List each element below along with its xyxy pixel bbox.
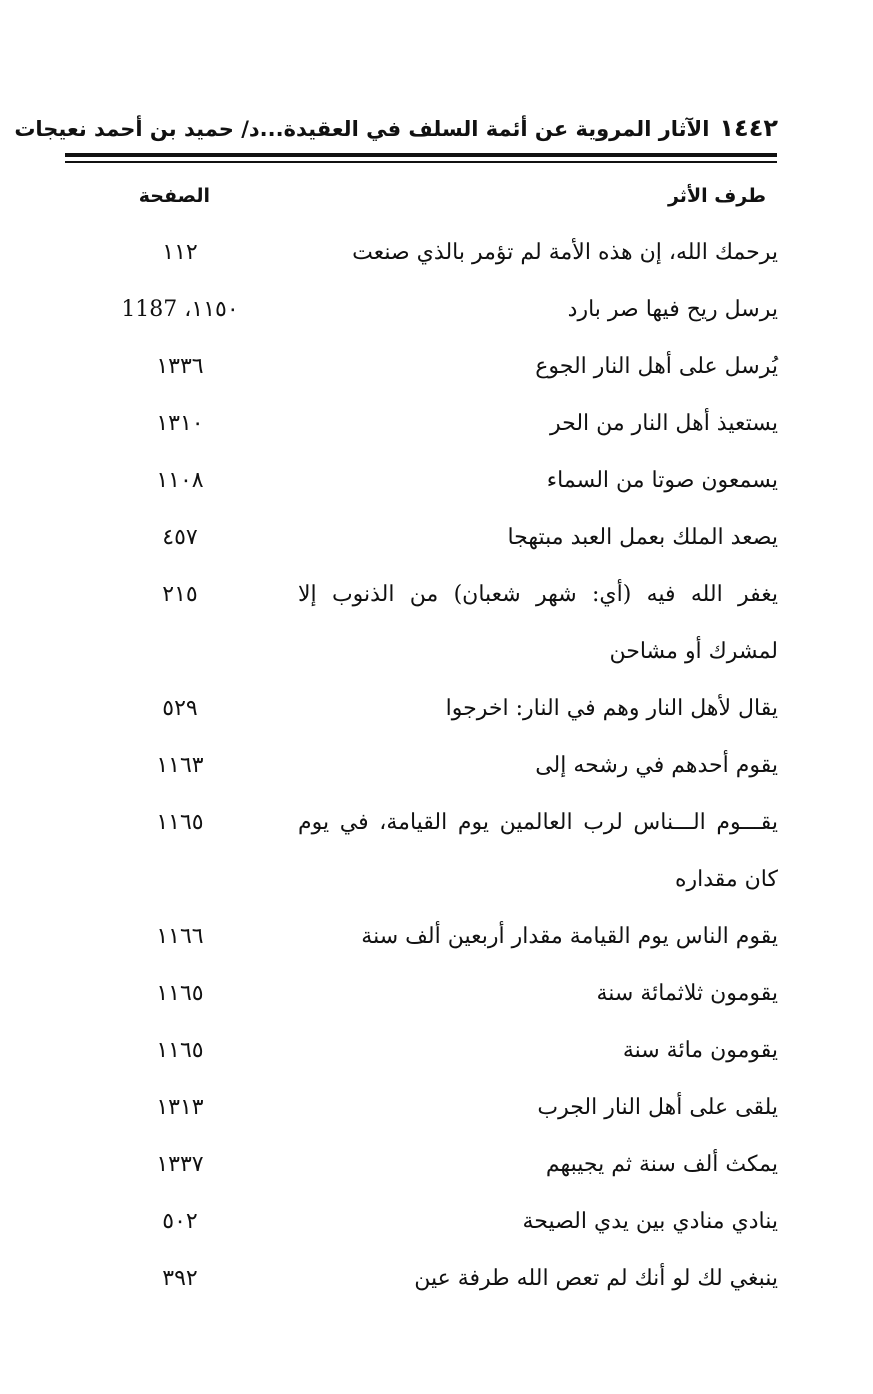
index-entry — [0, 452, 873, 509]
entry-pages: ٢١٥ — [162, 582, 198, 607]
page-number: ١٤٤٢ — [719, 114, 778, 142]
column-heading-page: الصفحة — [138, 185, 210, 207]
header-rule-thick — [65, 153, 777, 157]
entry-pages: ٤٥٧ — [162, 525, 198, 550]
entry-text: يقوم الناس يوم القيامة مقدار أربعين ألف سنة — [361, 924, 778, 949]
index-entry — [0, 737, 873, 794]
index-entry — [0, 566, 873, 680]
column-heading-title: طرف الأثر — [667, 185, 766, 207]
index-entry — [0, 224, 873, 281]
index-entry — [0, 965, 873, 1022]
entry-text: يقـــوم الـــناس لرب العالمين يوم القيامة، في يوم كان مقداره — [298, 810, 778, 892]
entry-pages: ١١٦٥ — [156, 810, 204, 835]
entry-pages: ٥٢٩ — [162, 696, 198, 721]
entry-text: يقومون مائة سنة — [622, 1038, 778, 1063]
entry-text: يغفر الله فيه (أي: شهر شعبان) من الذنوب إلا لمشرك أو مشاحن — [298, 582, 778, 664]
entry-text: يستعيذ أهل النار من الحر — [549, 411, 778, 436]
entry-text: يقوم أحدهم في رشحه إلى — [535, 753, 778, 778]
entry-text: يرسل ريح فيها صر بارد — [567, 297, 778, 322]
entry-text: يمكث ألف سنة ثم يجيبهم — [545, 1152, 778, 1177]
header-rule-thin — [65, 161, 777, 163]
entry-text: يسمعون صوتا من السماء — [546, 468, 778, 493]
index-entry — [0, 281, 873, 338]
entry-pages: ٣٩٢ — [162, 1266, 198, 1291]
entry-pages: ١٣١٣ — [156, 1095, 204, 1120]
entry-pages: ١٣٣٧ — [156, 1152, 204, 1177]
entry-pages: ١١٢ — [162, 240, 198, 265]
running-header — [14, 108, 778, 148]
entry-text: يقال لأهل النار وهم في النار: اخرجوا — [445, 696, 778, 721]
entry-pages: ١١٦٣ — [156, 753, 204, 778]
entry-pages: ١١٦٦ — [156, 924, 204, 949]
index-entry — [0, 509, 873, 566]
index-entry — [0, 338, 873, 395]
index-entry — [0, 1250, 873, 1307]
index-entry — [0, 908, 873, 965]
entry-pages: ١١٥٠، 1187 — [121, 297, 239, 322]
entry-pages: ١١٦٥ — [156, 1038, 204, 1063]
index-entries — [0, 224, 873, 1307]
index-entry — [0, 395, 873, 452]
entry-text: يصعد الملك بعمل العبد مبتهجا — [507, 525, 778, 550]
entry-pages: ١١٠٨ — [156, 468, 204, 493]
entry-text: يقومون ثلاثمائة سنة — [596, 981, 778, 1006]
index-entry — [0, 680, 873, 737]
entry-pages: ١٣٣٦ — [156, 354, 204, 379]
index-entry — [0, 1022, 873, 1079]
entry-pages: ٥٠٢ — [162, 1209, 198, 1234]
entry-text: ينادي منادي بين يدي الصيحة — [522, 1209, 778, 1234]
entry-pages: ١١٦٥ — [156, 981, 204, 1006]
index-entry — [0, 794, 873, 908]
index-entry — [0, 1193, 873, 1250]
entry-text: يلقى على أهل النار الجرب — [537, 1095, 778, 1120]
index-entry — [0, 1136, 873, 1193]
entry-pages: ١٣١٠ — [156, 411, 204, 436]
index-entry — [0, 1079, 873, 1136]
entry-text: يرحمك الله، إن هذه الأمة لم تؤمر بالذي صنعت — [352, 240, 778, 265]
running-title: الآثار المروية عن أئمة السلف في العقيدة...د/ حميد بن أحمد نعيجات — [14, 117, 710, 141]
entry-text: يُرسل على أهل النار الجوع — [535, 354, 778, 379]
entry-text: ينبغي لك لو أنك لم تعص الله طرفة عين — [414, 1266, 778, 1291]
